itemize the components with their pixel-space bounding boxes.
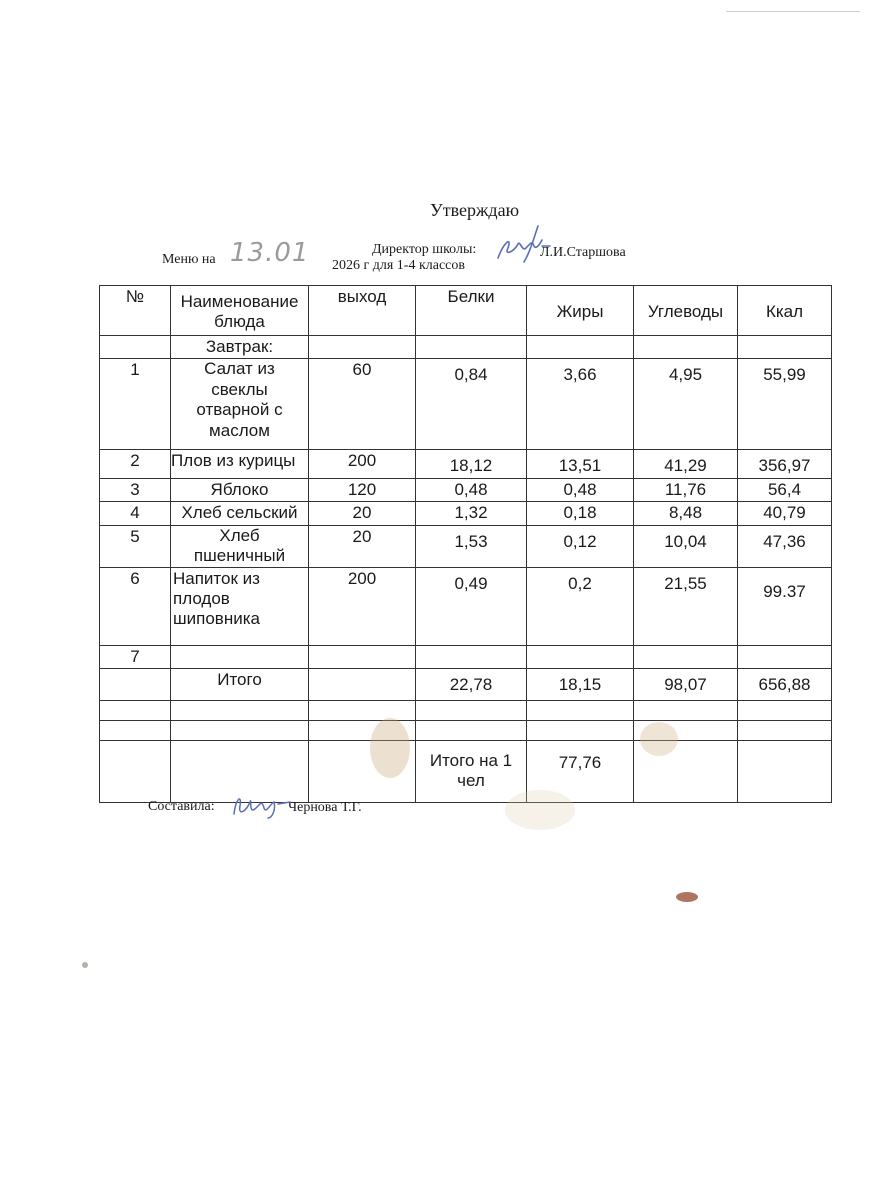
table-row: 4 Хлеб сельский 20 1,32 0,18 8,48 40,79 <box>100 502 832 525</box>
director-name: Л.И.Старшова <box>540 245 626 260</box>
col-header-fat: Жиры <box>527 286 634 336</box>
paper-stain <box>640 722 678 756</box>
total-kcal: 656,88 <box>738 668 832 700</box>
director-label: Директор школы: <box>372 242 477 257</box>
scan-edge-line <box>726 11 860 12</box>
menu-label: Меню на <box>162 252 216 267</box>
paper-stain <box>370 718 410 778</box>
compiled-label: Составила: <box>148 799 215 814</box>
table-row: 2 Плов из курицы 200 18,12 13,51 41,29 356,97 <box>100 450 832 478</box>
total-carbs: 98,07 <box>634 668 738 700</box>
empty-row <box>100 720 832 740</box>
total-protein: 22,78 <box>416 668 527 700</box>
approval-heading: Утверждаю <box>430 200 520 220</box>
menu-date-handwritten: 13.01 <box>230 238 310 268</box>
table-row: 5 Хлеб пшеничный 20 1,53 0,12 10,04 47,36 <box>100 525 832 567</box>
col-header-output: выход <box>309 286 416 336</box>
table-row: 6 Напиток из плодов шиповника 200 0,49 0,2 21,55 99.37 <box>100 567 832 645</box>
section-row <box>100 336 832 359</box>
menu-period: 2026 г для 1-4 классов <box>332 258 465 273</box>
table-row: 7 <box>100 645 832 668</box>
ink-mark <box>676 892 698 902</box>
col-header-number: № <box>100 286 171 336</box>
col-header-carbs: Углеводы <box>634 286 738 336</box>
menu-table <box>99 285 832 803</box>
compiler-signature <box>228 788 298 822</box>
total-fat: 18,15 <box>527 668 634 700</box>
empty-row <box>100 700 832 720</box>
table-header-row <box>100 286 832 336</box>
col-header-protein: Белки <box>416 286 527 336</box>
col-header-name: Наименование блюда <box>171 286 309 336</box>
per-person-label: Итого на 1 чел <box>416 740 527 802</box>
paper-stain <box>505 790 575 830</box>
total-row <box>100 668 832 700</box>
section-label: Завтрак: <box>171 336 309 359</box>
director-signature <box>494 222 554 266</box>
per-person-value: 77,76 <box>527 740 634 802</box>
table-row: 3 Яблоко 120 0,48 0,48 11,76 56,4 <box>100 478 832 501</box>
col-header-kcal: Ккал <box>738 286 832 336</box>
total-label: Итого <box>171 668 309 700</box>
ink-dot <box>82 962 88 968</box>
per-person-row <box>100 740 832 802</box>
table-row: 1 Салат из свеклы отварной с маслом 60 0,84 3,66 4,95 55,99 <box>100 359 832 450</box>
compiled-name: Чернова Т.Г. <box>288 800 362 815</box>
